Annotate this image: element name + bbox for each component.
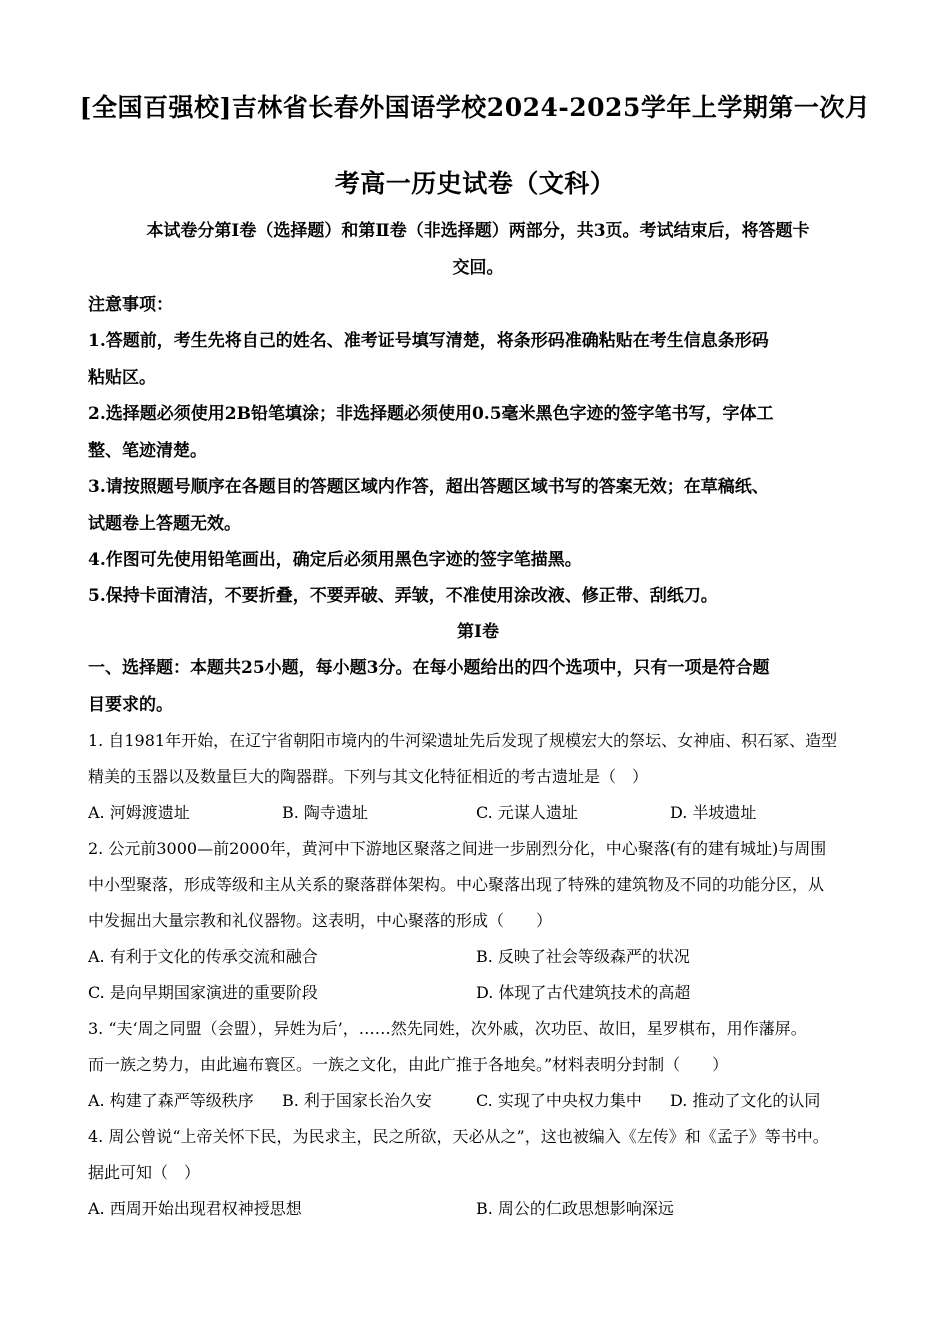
- note-4: 4.作图可先使用铅笔画出，确定后必须用黑色字迹的签字笔描黑。: [88, 550, 582, 570]
- question-2-option-a: A. 有利于文化的传承交流和融合: [88, 947, 318, 966]
- section-heading-line1: 一、选择题：本题共25小题，每小题3分。在每小题给出的四个选项中，只有一项是符合题: [88, 658, 770, 678]
- question-1-line2: 精美的玉器以及数量巨大的陶器群。下列与其文化特征相近的考古遗址是（ ）: [88, 767, 649, 786]
- note-2-line2: 整、笔迹清楚。: [88, 441, 207, 461]
- question-1-option-c: C. 元谋人遗址: [476, 803, 578, 822]
- note-1-line1: 1.答题前，考生先将自己的姓名、准考证号填写清楚，将条形码准确粘贴在考生信息条形码: [88, 331, 769, 351]
- intro-line2: 交回。: [452, 258, 504, 278]
- question-2-line2: 中小型聚落，形成等级和主从关系的聚落群体架构。中心聚落出现了特殊的建筑物及不同的功能分区，从: [88, 875, 825, 894]
- question-3-option-d: D. 推动了文化的认同: [670, 1091, 821, 1110]
- question-4-option-b: B. 周公的仁政思想影响深远: [476, 1199, 674, 1218]
- exam-title-line1: [全国百强校]吉林省长春外国语学校2024-2025学年上学期第一次月: [79, 93, 871, 122]
- note-3-line1: 3.请按照题号顺序在各题目的答题区域内作答，超出答题区域书写的答案无效；在草稿纸、: [88, 477, 769, 497]
- note-3-line2: 试题卷上答题无效。: [88, 514, 241, 534]
- question-1-line1: 1. 自1981年开始，在辽宁省朝阳市境内的牛河梁遗址先后发现了规模宏大的祭坛、女神庙、积石冢、造型: [88, 731, 838, 750]
- exam-title-line2: 考高一历史试卷（文科）: [334, 169, 616, 198]
- question-1-option-a: A. 河姆渡遗址: [88, 803, 190, 822]
- question-4-line2: 据此可知（ ）: [88, 1163, 201, 1182]
- volume-heading: 第Ⅰ卷: [457, 622, 499, 642]
- note-5: 5.保持卡面清洁，不要折叠，不要弄破、弄皱，不准使用涂改液、修正带、刮纸刀。: [88, 586, 718, 606]
- question-3-line2: 而一族之势力，由此遍布寰区。一族之文化，由此广推于各地矣。”材料表明分封制（ ）: [88, 1055, 729, 1074]
- question-3-option-c: C. 实现了中央权力集中: [476, 1091, 642, 1110]
- question-2-option-c: C. 是向早期国家演进的重要阶段: [88, 983, 318, 1002]
- question-1-option-d: D. 半坡遗址: [670, 803, 757, 822]
- note-2-line1: 2.选择题必须使用2B铅笔填涂；非选择题必须使用0.5毫米黑色字迹的签字笔书写，字体工: [88, 404, 774, 424]
- question-4-line1: 4. 周公曾说“上帝关怀下民，为民求主，民之所欲，天必从之”，这也被编入《左传》和《孟子》等书中。: [88, 1127, 829, 1146]
- question-2-option-d: D. 体现了古代建筑技术的高超: [476, 983, 691, 1002]
- note-1-line2: 粘贴区。: [88, 368, 156, 388]
- intro-line1: 本试卷分第Ⅰ卷（选择题）和第Ⅱ卷（非选择题）两部分，共3页。考试结束后，将答题卡: [146, 221, 810, 241]
- question-1-option-b: B. 陶寺遗址: [282, 803, 368, 822]
- notes-heading: 注意事项：: [88, 295, 173, 315]
- question-4-option-a: A. 西周开始出现君权神授思想: [88, 1199, 302, 1218]
- section-heading-line2: 目要求的。: [88, 695, 173, 715]
- question-3-option-a: A. 构建了森严等级秩序: [88, 1091, 254, 1110]
- question-2-line3: 中发掘出大量宗教和礼仪器物。这表明，中心聚落的形成（ ）: [88, 911, 553, 930]
- question-2-line1: 2. 公元前3000—前2000年，黄河中下游地区聚落之间进一步剧烈分化，中心聚落(有的建有城址)与周围: [88, 839, 827, 858]
- question-3-line1: 3. “夫‘周之同盟（会盟），异姓为后’，……然先同姓，次外戚，次功臣、故旧，星罗棋布，用作藩屏。: [88, 1019, 807, 1038]
- question-2-option-b: B. 反映了社会等级森严的状况: [476, 947, 690, 966]
- question-3-option-b: B. 利于国家长治久安: [282, 1091, 432, 1110]
